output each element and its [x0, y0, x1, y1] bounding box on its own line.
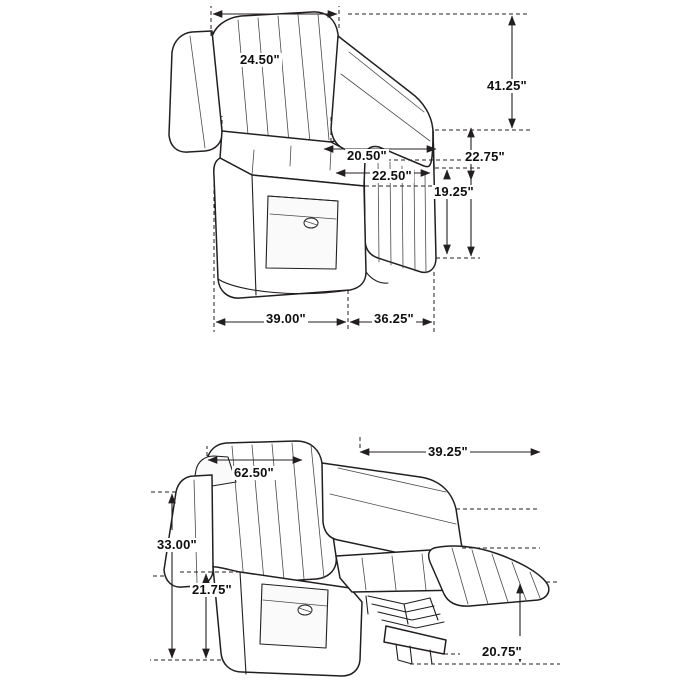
dimension-label-backrest-width: 24.50" [240, 52, 280, 67]
dimension-label-arm-height: 22.75" [465, 149, 505, 164]
dimension-label-reclined-depth: 39.25" [428, 444, 468, 459]
dimension-label-seat-width: 20.50" [347, 148, 387, 163]
dimension-label-footrest-height: 20.75" [482, 644, 522, 659]
dimension-label-seat-depth: 22.50" [372, 168, 412, 183]
dimension-label-reclined-seat-height: 21.75" [192, 582, 232, 597]
dimension-label-reclined-length: 62.50" [234, 465, 274, 480]
recliner-reclined-illustration [150, 436, 560, 676]
dimension-label-overall-depth: 36.25" [374, 311, 414, 326]
dimension-label-overall-width: 39.00" [266, 311, 306, 326]
recliner-upright-illustration [169, 6, 530, 332]
dimension-label-seat-height: 19.25" [434, 184, 474, 199]
dimension-label-reclined-height: 33.00" [157, 537, 197, 552]
dimension-label-overall-height: 41.25" [487, 78, 527, 93]
